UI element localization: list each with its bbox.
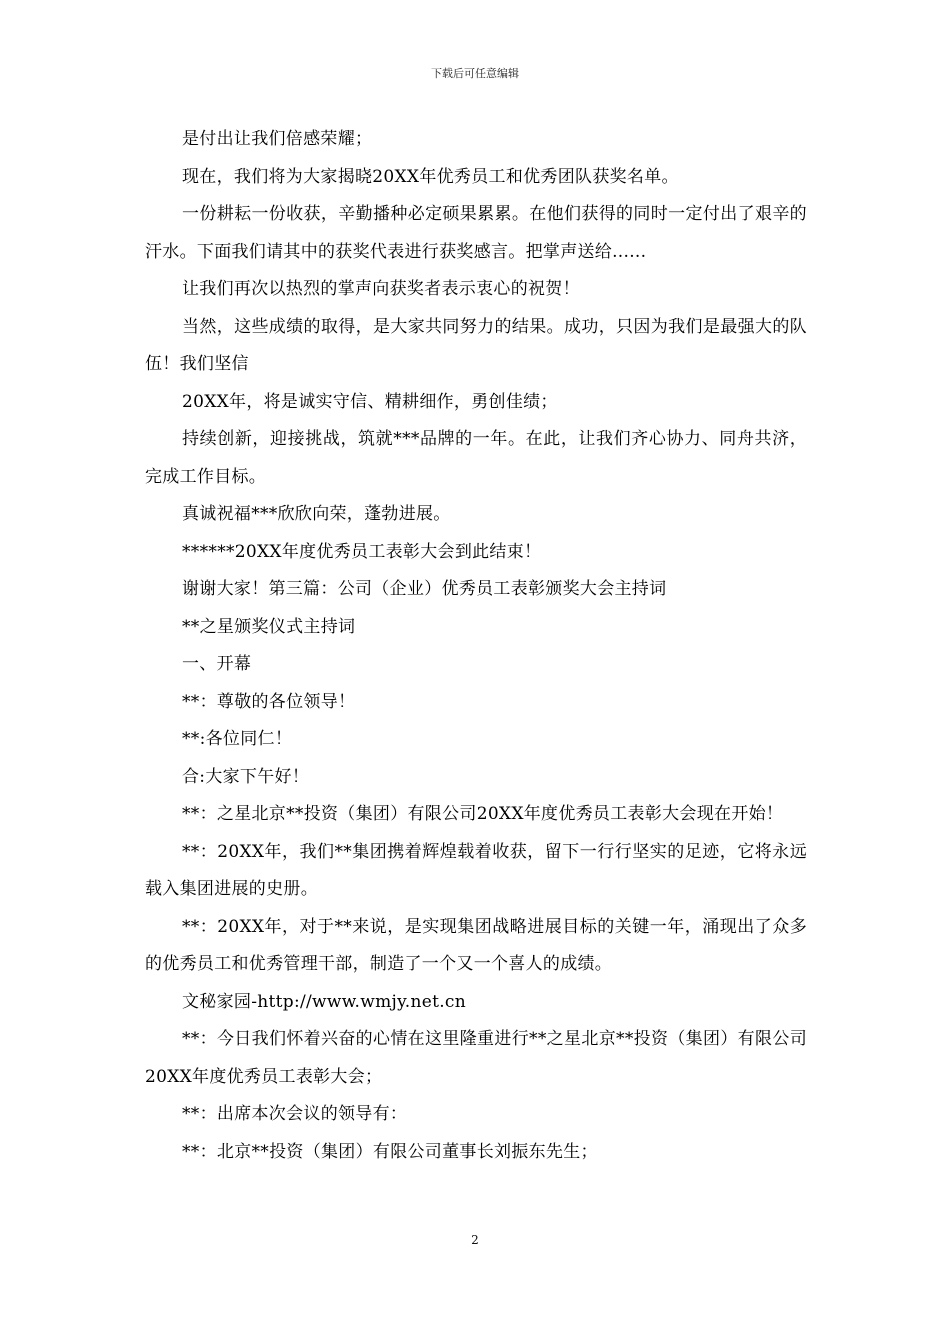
paragraph: 一份耕耘一份收获，辛勤播种必定硕果累累。在他们获得的同时一定付出了艰辛的汗水。下面我们请其中的获奖代表进行获奖感言。把掌声送给...... [145,204,807,262]
paragraph: **:各位同仁！ [182,729,293,749]
page-header: 下载后可任意编辑 [431,67,519,80]
paragraph: **：尊敬的各位领导！ [182,691,356,712]
paragraph: 当然，这些成绩的取得，是大家共同努力的结果。成功，只因为我们是最强大的队伍！我们坚信 [145,316,807,374]
paragraph: **：出席本次会议的领导有： [182,1104,408,1124]
paragraph: ******20XX年度优秀员工表彰大会到此结束！ [182,541,542,562]
paragraph: **：20XX年，对于**来说，是实现集团战略进展目标的关键一年，涌现出了众多的优秀员工和优秀管理干部，制造了一个又一个喜人的成绩。 [145,916,807,974]
paragraph: 现在，我们将为大家揭晓20XX年优秀员工和优秀团队获奖名单。 [182,166,679,187]
paragraph: 20XX年，将是诚实守信、精耕细作，勇创佳绩； [182,391,558,412]
paragraph: 是付出让我们倍感荣耀； [182,129,373,149]
paragraph: **：北京**投资（集团）有限公司董事长刘振东先生； [182,1141,598,1162]
paragraph: 合:大家下午好！ [182,766,310,787]
paragraph: **：之星北京**投资（集团）有限公司20XX年度优秀员工表彰大会现在开始！ [182,804,784,824]
paragraph: 真诚祝福***欣欣向荣，蓬勃进展。 [182,504,451,524]
source-line: 文秘家园-http://www.wmjy.net.cn [182,991,466,1012]
paragraph: 持续创新，迎接挑战，筑就***品牌的一年。在此，让我们齐心协力、同舟共济，完成工作目标。 [145,429,807,487]
paragraph: **：今日我们怀着兴奋的心情在这里隆重进行**之星北京**投资（集团）有限公司20XX年度优秀员工表彰大会； [145,1029,807,1087]
section-heading: **之星颁奖仪式主持词 [182,616,356,637]
paragraph: 让我们再次以热烈的掌声向获奖者表示衷心的祝贺！ [182,279,580,299]
paragraph: **：20XX年，我们**集团携着辉煌载着收获，留下一行行坚实的足迹，它将永远载入集团进展的史册。 [145,841,807,899]
page-number: 2 [471,1233,479,1247]
section-heading: 一、开幕 [182,654,252,674]
document-body [145,121,807,1171]
paragraph: 谢谢大家！第三篇：公司（企业）优秀员工表彰颁奖大会主持词 [182,579,667,599]
